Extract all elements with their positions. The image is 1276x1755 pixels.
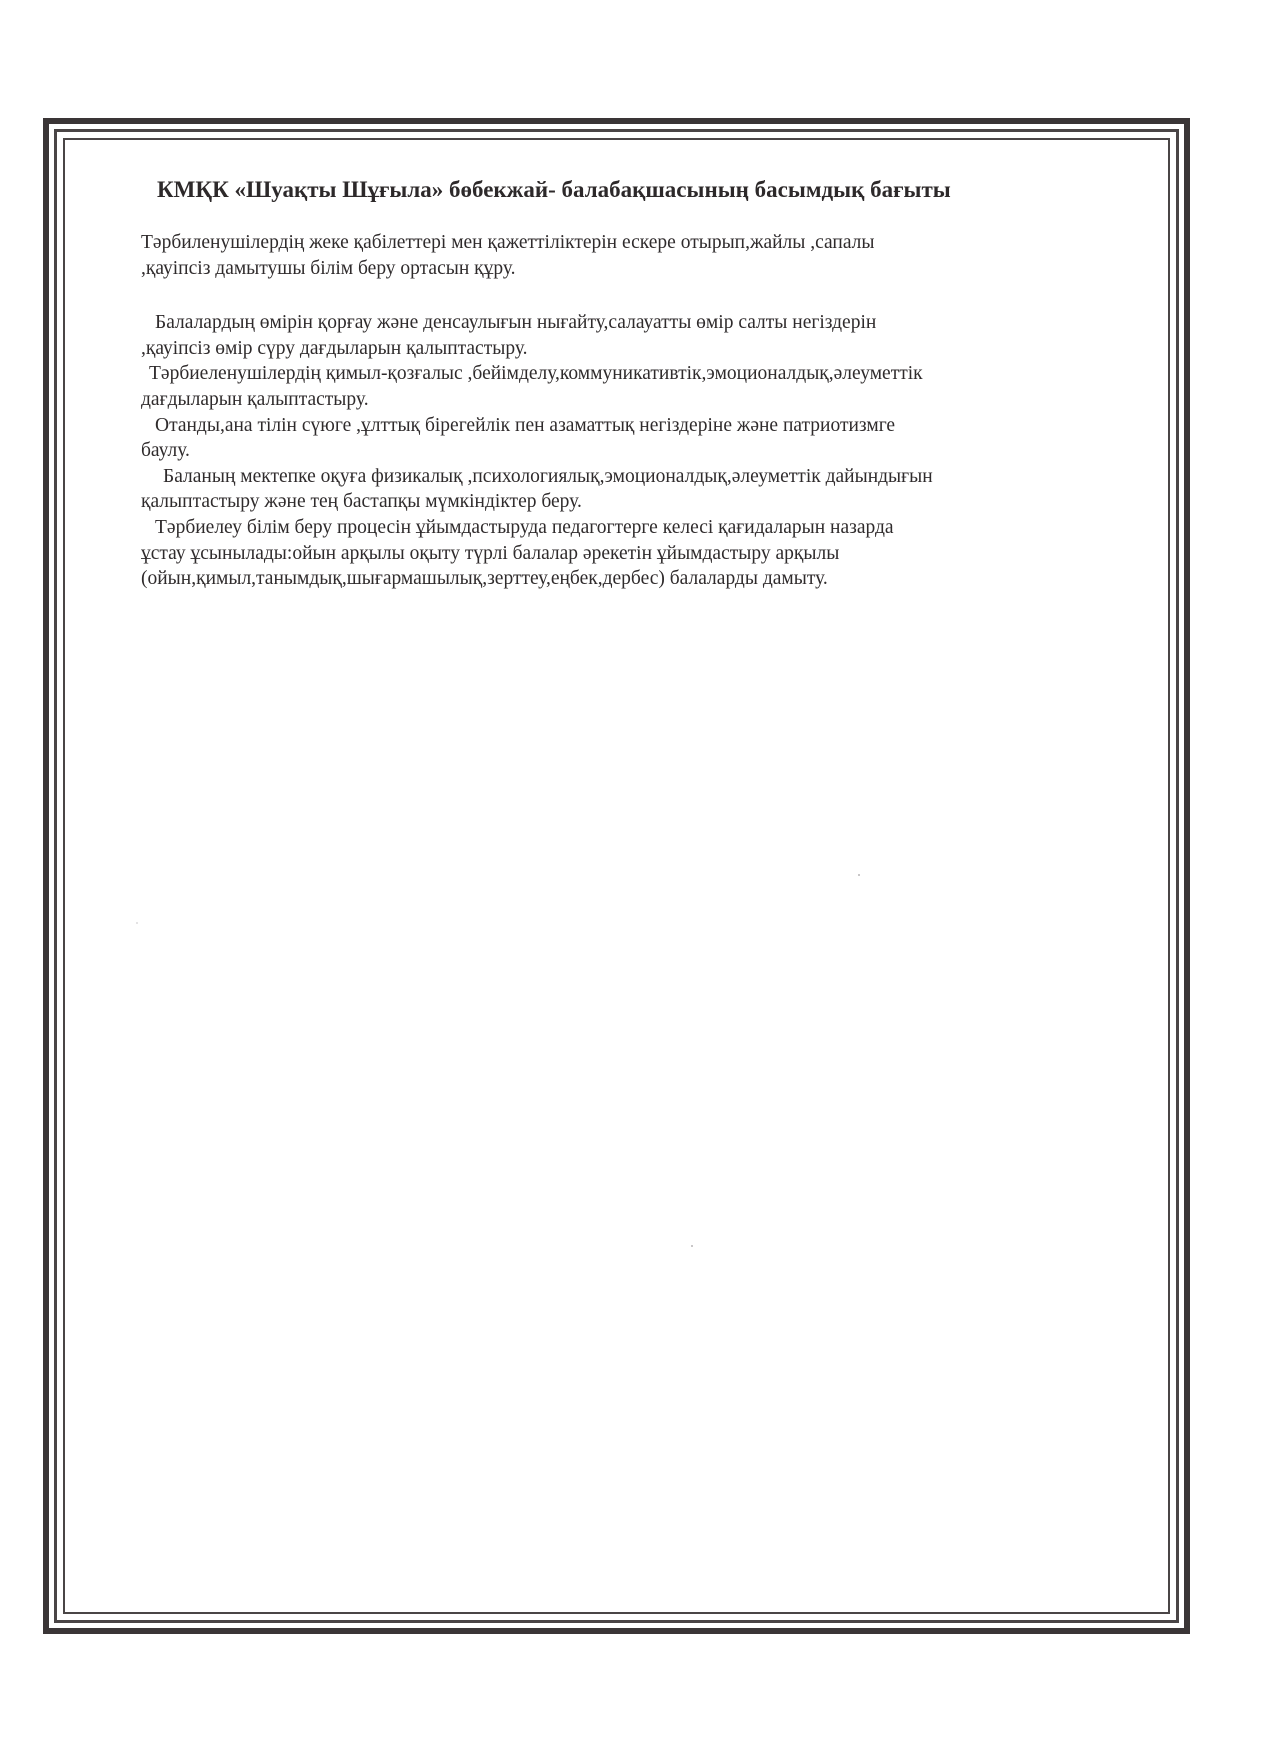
paragraph-teaching-principles [141, 515, 1146, 592]
paragraph-line: баулу. [141, 440, 190, 462]
scan-speck [136, 922, 138, 924]
paragraph-health [141, 310, 1146, 361]
paragraph-school-readiness [141, 464, 1146, 515]
paragraph-line: дағдыларын қалыптастыру. [141, 388, 369, 410]
scan-speck [858, 874, 860, 876]
paragraph-patriotism [141, 413, 1146, 464]
paragraph-skills [141, 361, 1146, 412]
scan-speck [691, 1245, 693, 1247]
paragraph-line: Отанды,ана тілін сүюге ,ұлттық бірегейлік пен азаматтық негіздеріне және патриотизмге [155, 414, 896, 436]
paragraph-learning-environment [141, 230, 1146, 281]
paragraph-line: Тәрбиленушілердің жеке қабілеттері мен қажеттіліктерін ескере отырып,жайлы ,сапалы [141, 232, 875, 253]
document-body [141, 175, 1146, 592]
paragraph-line: ,қауіпсіз дамытушы білім беру ортасын құру. [141, 257, 516, 279]
paragraph-line: ,қауіпсіз өмір сүру дағдыларын қалыптастыру. [141, 337, 528, 359]
paragraph-line: (ойын,қимыл,танымдық,шығармашылық,зерттеу,еңбек,дербес) балаларды дамыту. [141, 568, 828, 590]
paragraph-line: қалыптастыру және тең бастапқы мүмкіндіктер беру. [141, 491, 582, 513]
paragraph-line: Тәрбиелеу білім беру процесін ұйымдастыруда педагогтерге келесі қағидаларын назарда [155, 516, 894, 538]
paragraph-line: ұстау ұсынылады:ойын арқылы оқыту түрлі балалар әрекетін ұйымдастыру арқылы [141, 542, 840, 564]
paragraph-line: Баланың мектепке оқуға физикалық ,психологиялық,эмоционалдық,әлеуметтік дайындығын [163, 465, 933, 487]
paragraph-line: Балалардың өмірін қорғау және денсаулығын нығайту,салауатты өмір салты негіздерін [155, 312, 877, 334]
document-title: КМҚК «Шуақты Шұғыла» бөбекжай- балабақшасының басымдық бағыты [157, 177, 951, 202]
paragraph-line: Тәрбиеленушілердің қимыл-қозғалыс ,бейімделу,коммуникативтік,эмоционалдық,әлеуметтік [149, 363, 923, 385]
